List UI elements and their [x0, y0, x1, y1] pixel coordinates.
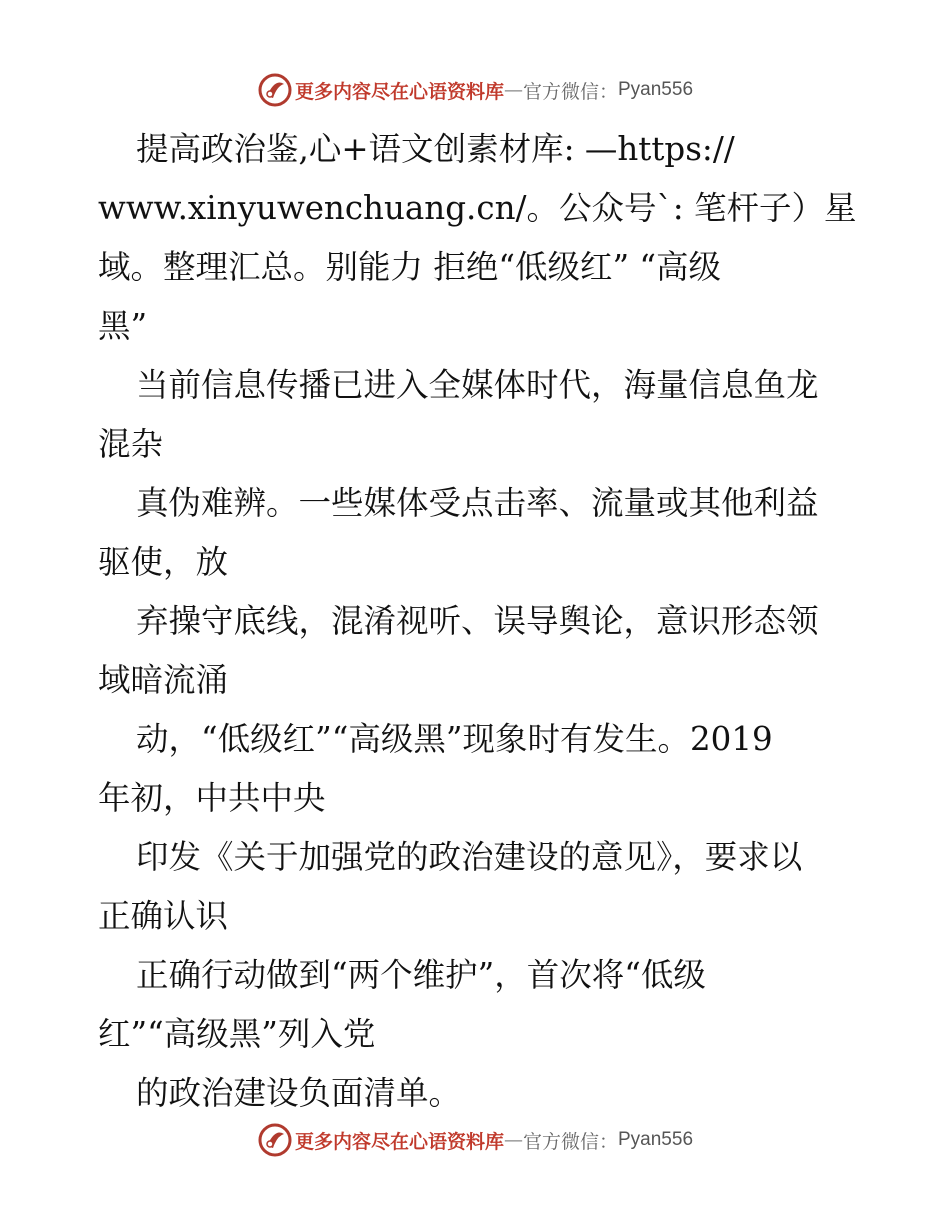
text-line: 黑”: [98, 307, 148, 345]
text-line: 当前信息传播已进入全媒体时代，海量信息鱼龙: [136, 366, 819, 404]
text-line: 正确行动做到“两个维护”，首次将“低级: [136, 956, 706, 994]
banner-wechat-label: 官方微信：: [522, 1130, 618, 1153]
banner-title: 更多内容尽在心语资料库: [294, 80, 504, 103]
text-line: 域暗流涌: [98, 661, 229, 699]
text-line: 弃操守底线，混淆视听、误导舆论，意识形态领: [136, 602, 819, 640]
text-line: 真伪难辨。一些媒体受点击率、流量或其他利益: [136, 484, 819, 522]
text-line: 驱使，放: [98, 543, 229, 581]
banner-wechat-label: 官方微信：: [522, 80, 618, 103]
brand-logo-icon: [257, 72, 293, 108]
banner-title: 更多内容尽在心语资料库: [294, 1130, 504, 1153]
text-line: 的政治建设负面清单。: [136, 1074, 462, 1112]
text-line: 动，“低级红”“高级黑”现象时有发生。2019: [136, 720, 773, 758]
banner-wechat-id: Pyan556: [618, 1129, 694, 1150]
text-line: www.xinyuwenchuang.cn/。公众号`: 笔杆子）星: [98, 189, 857, 227]
text-line: 红”“高级黑”列入党: [98, 1015, 376, 1053]
banner-dash: —: [503, 79, 523, 101]
footer-banner: [0, 1120, 950, 1160]
text-line: 正确认识: [98, 897, 229, 935]
document-body: [98, 120, 858, 1123]
header-banner: [0, 70, 950, 110]
text-line: 提高政治鉴,心+语文创素材库: —https://: [136, 130, 735, 168]
text-line: 年初，中共中央: [98, 779, 326, 817]
text-line: 印发《关于加强党的政治建设的意见》，要求以: [136, 838, 803, 876]
brand-logo-icon: [257, 1122, 293, 1158]
banner-wechat-id: Pyan556: [618, 79, 694, 100]
text-line: 域。整理汇总。别能力 拒绝“低级红” “高级: [98, 248, 722, 286]
text-line: 混杂: [98, 425, 164, 463]
banner-dash: —: [503, 1129, 523, 1151]
